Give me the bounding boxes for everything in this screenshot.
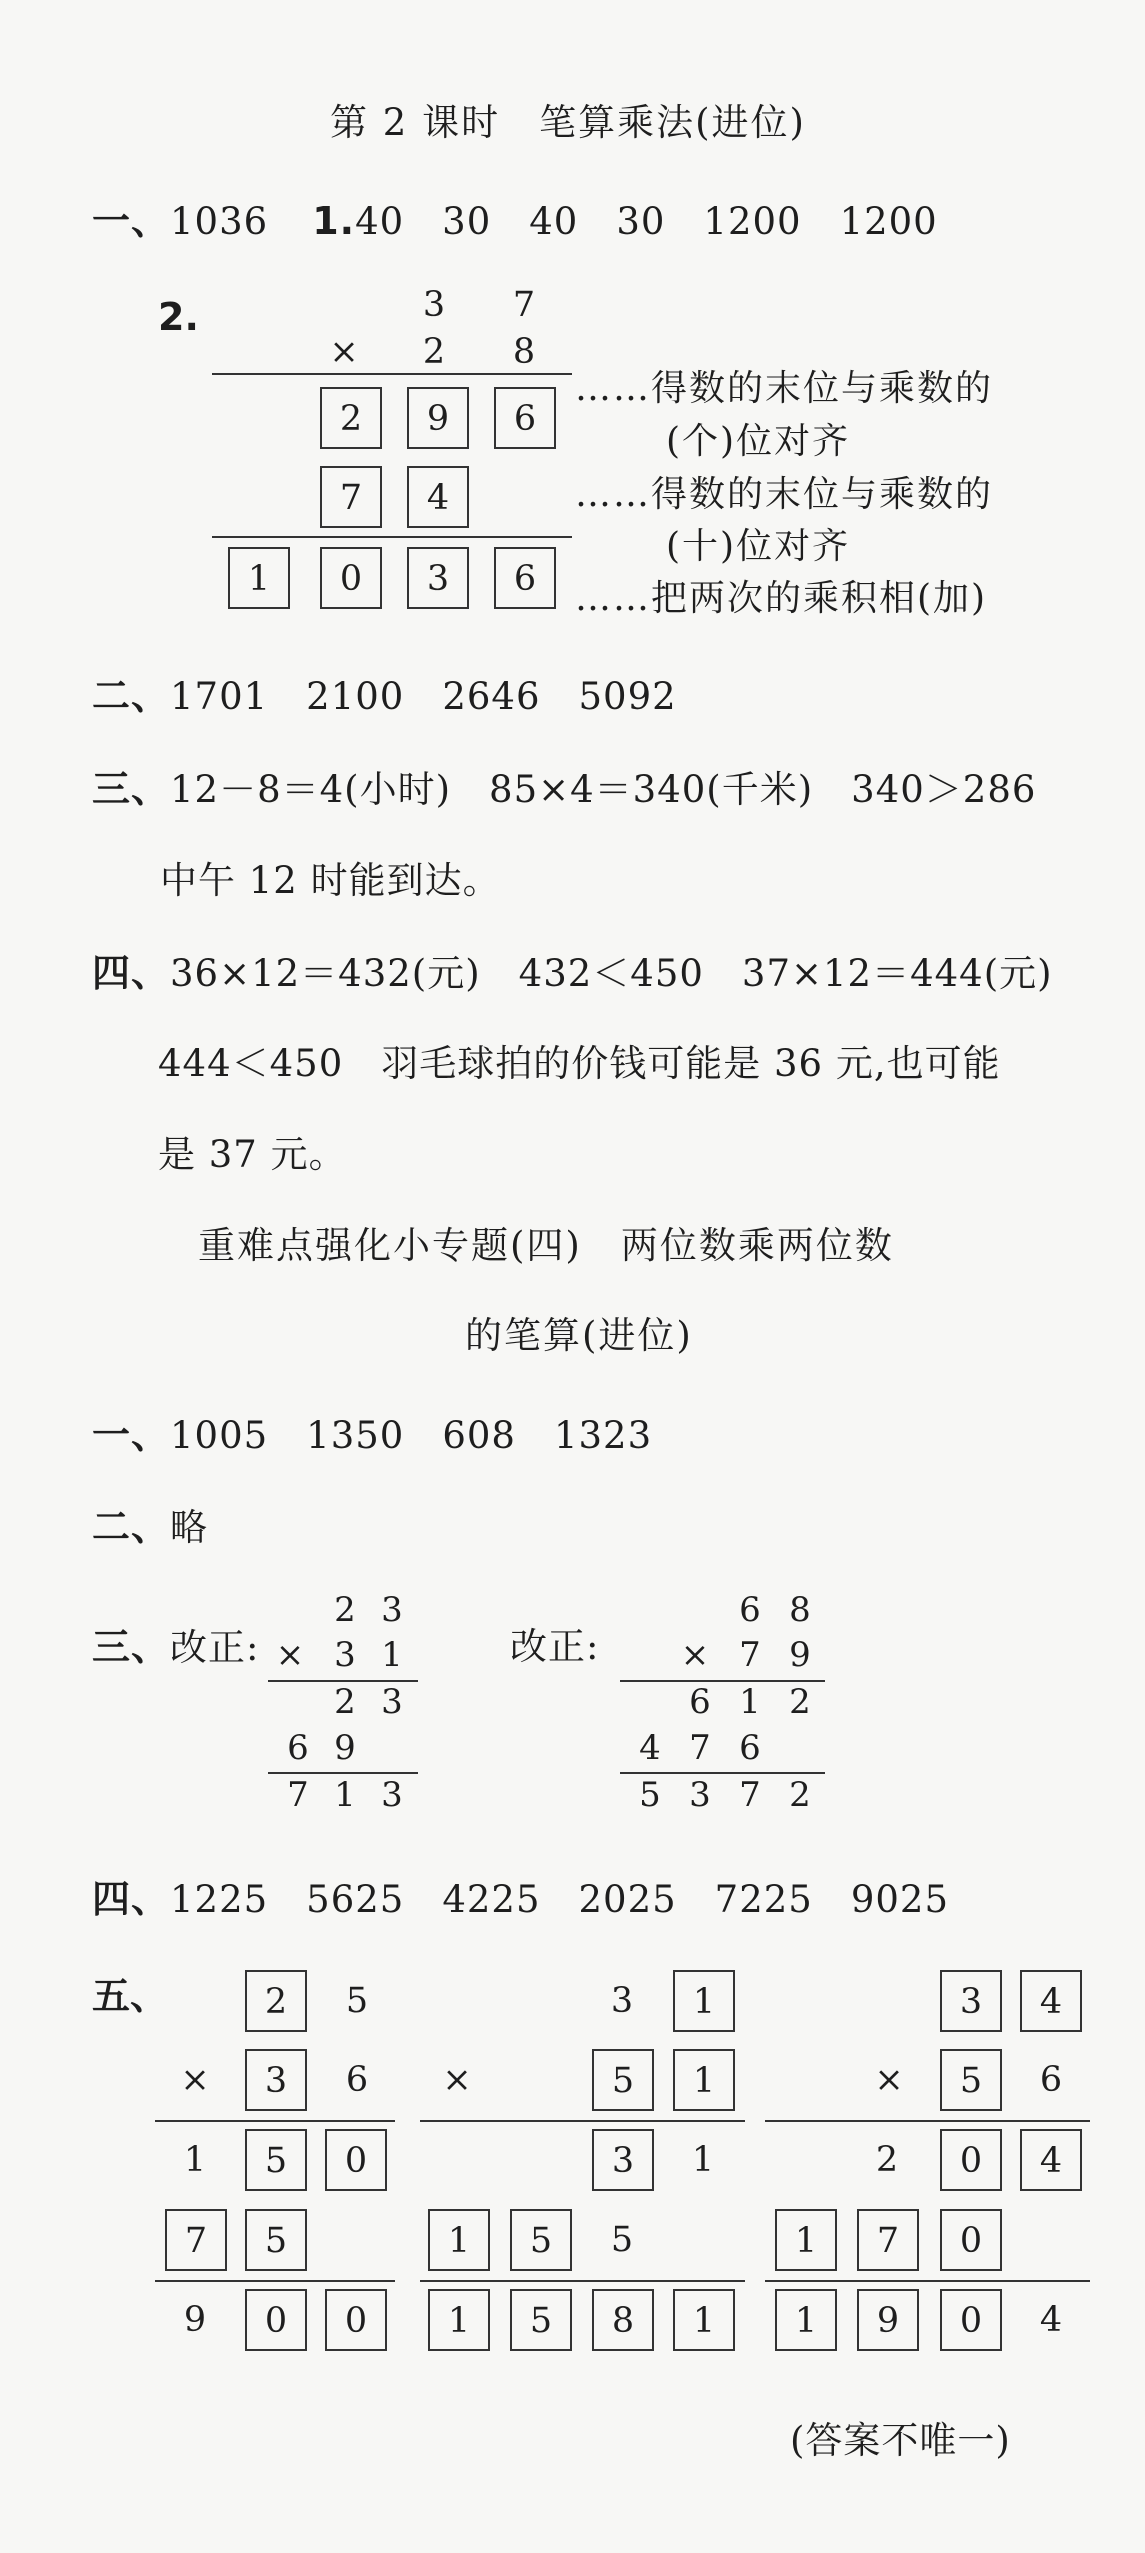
subtitle-2: 的笔算(进位) [465, 1314, 693, 1357]
digit: 2 [875, 2140, 899, 2180]
digit: 5 [610, 2220, 634, 2260]
answer-box: 1 [775, 2289, 837, 2351]
row-digit: 3 [381, 1682, 403, 1722]
p2-sec3-line [92, 1616, 259, 1671]
answer-box: 1 [228, 547, 290, 609]
rule [765, 2280, 1090, 2282]
p2-sec4-text: 1225 5625 4225 2025 7225 9025 [170, 1878, 949, 1921]
row-digit: 7 [689, 1728, 711, 1768]
answer-box: 5 [245, 2209, 307, 2271]
row-digit: 6 [689, 1682, 711, 1722]
answer-box: 3 [245, 2049, 307, 2111]
digit: 6 [345, 2060, 369, 2100]
answer-box: 0 [940, 2129, 1002, 2191]
p2-sec2-label: 二、 [92, 1505, 171, 1549]
top-digit: 8 [789, 1590, 811, 1630]
sec2-label: 二、 [92, 674, 171, 718]
top-digit: 3 [381, 1590, 403, 1630]
sec2-text: 1701 2100 2646 5092 [170, 675, 677, 718]
answer-box: 5 [592, 2049, 654, 2111]
sec3-text1: 12－8＝4(小时) 85×4＝340(千米) 340＞286 [170, 768, 1037, 811]
answer-box: 4 [1020, 2129, 1082, 2191]
times-sign: × [180, 2060, 210, 2100]
row-digit: 4 [639, 1728, 661, 1768]
times-sign: × [680, 1635, 710, 1675]
digit: 9 [183, 2300, 207, 2340]
p2-sec1-label: 一、 [92, 1413, 171, 1457]
rule [420, 2120, 745, 2122]
result-digit: 7 [287, 1775, 309, 1815]
sec4-text2: 444＜450 羽毛球拍的价钱可能是 36 元,也可能 [158, 1042, 1001, 1085]
answer-box: 0 [940, 2209, 1002, 2271]
p2-sec1-text: 1005 1350 608 1323 [170, 1414, 653, 1457]
top-digit: 6 [739, 1590, 761, 1630]
mult-digit: 1 [381, 1635, 403, 1675]
answer-box: 7 [320, 466, 382, 528]
sec4-label: 四、 [92, 951, 171, 995]
p2-sec2-line [92, 1496, 208, 1551]
answer-box: 9 [407, 387, 469, 449]
answer-box: 1 [673, 1970, 735, 2032]
answer-box: 0 [940, 2289, 1002, 2351]
answer-box: 9 [857, 2289, 919, 2351]
times-sign: × [275, 1635, 305, 1675]
mult-digit: 7 [739, 1635, 761, 1675]
answer-box: 0 [320, 547, 382, 609]
p2-sec4-line [92, 1868, 949, 1923]
answer-box: 2 [320, 387, 382, 449]
result-digit: 3 [689, 1775, 711, 1815]
answer-box: 5 [940, 2049, 1002, 2111]
answer-box: 5 [510, 2289, 572, 2351]
answer-box: 8 [592, 2289, 654, 2351]
answer-box: 5 [510, 2209, 572, 2271]
rule [620, 1772, 825, 1774]
answer-box: 3 [407, 547, 469, 609]
rule [268, 1772, 418, 1774]
sec1-line [92, 190, 938, 245]
sec1-label: 一、 [92, 199, 171, 243]
rule [155, 2120, 395, 2122]
subtitle-1: 重难点强化小专题(四) 两位数乘两位数 [198, 1224, 894, 1267]
row-digit: 6 [287, 1728, 309, 1768]
sec1-num1: 1. [312, 199, 356, 243]
answer-box: 4 [1020, 1970, 1082, 2032]
answer-box: 6 [494, 387, 556, 449]
note-3: ……把两次的乘积相(加) [575, 578, 988, 619]
mult-digit: 2 [422, 332, 446, 372]
rule [420, 2280, 745, 2282]
answer-box: 0 [245, 2289, 307, 2351]
sec1-num2: 2. [158, 295, 199, 339]
times-sign: × [874, 2060, 904, 2100]
note-2a: ……得数的末位与乘数的 [575, 474, 994, 515]
sec1-text1: 1036 [170, 200, 269, 243]
mult-digit: 3 [334, 1635, 356, 1675]
answer-note: (答案不唯一) [790, 2419, 1011, 2462]
note-2b: (十)位对齐 [666, 526, 851, 567]
answer-box: 7 [165, 2209, 227, 2271]
result-digit: 5 [639, 1775, 661, 1815]
top-digit: 7 [512, 285, 536, 325]
answer-box: 1 [673, 2289, 735, 2351]
digit: 1 [183, 2140, 207, 2180]
answer-box: 3 [592, 2129, 654, 2191]
digit: 5 [345, 1981, 369, 2021]
answer-box: 2 [245, 1970, 307, 2032]
times-sign: × [442, 2060, 472, 2100]
p2-sec3-fix: 改正: [170, 1626, 260, 1669]
rule [212, 373, 572, 375]
p2-sec5-label: 五、 [92, 1974, 169, 2018]
row-digit: 1 [739, 1682, 761, 1722]
answer-box: 1 [775, 2209, 837, 2271]
note-1a: ……得数的末位与乘数的 [575, 368, 994, 409]
row-digit: 9 [334, 1728, 356, 1768]
note-1b: (个)位对齐 [666, 421, 851, 462]
result-digit: 3 [381, 1775, 403, 1815]
p2-sec4-label: 四、 [92, 1877, 171, 1921]
mult-digit: 8 [512, 332, 536, 372]
answer-box: 0 [325, 2289, 387, 2351]
answer-box: 1 [673, 2049, 735, 2111]
sec4-text1: 36×12＝432(元) 432＜450 37×12＝444(元) [170, 952, 1053, 995]
top-digit: 2 [334, 1590, 356, 1630]
digit: 4 [1039, 2300, 1063, 2340]
answer-box: 7 [857, 2209, 919, 2271]
p2-sec3-fix2: 改正: [510, 1625, 600, 1668]
mult-digit: 9 [789, 1635, 811, 1675]
result-digit: 7 [739, 1775, 761, 1815]
sec2-line [92, 665, 677, 720]
sec3-text2: 中午 12 时能到达。 [160, 859, 501, 902]
digit: 3 [610, 1981, 634, 2021]
sec1-text2: 40 30 40 30 1200 1200 [355, 200, 938, 243]
p2-sec3-label: 三、 [92, 1625, 171, 1669]
rule [155, 2280, 395, 2282]
rule [212, 536, 572, 538]
result-digit: 2 [789, 1775, 811, 1815]
answer-box: 1 [428, 2289, 490, 2351]
answer-box: 3 [940, 1970, 1002, 2032]
row-digit: 2 [334, 1682, 356, 1722]
answer-box: 1 [428, 2209, 490, 2271]
digit: 6 [1039, 2060, 1063, 2100]
answer-box: 5 [245, 2129, 307, 2191]
sec4-line [92, 942, 1053, 997]
p2-sec1-line [92, 1404, 652, 1459]
row-digit: 2 [789, 1682, 811, 1722]
top-digit: 3 [422, 285, 446, 325]
p2-sec2-text: 略 [170, 1506, 209, 1549]
sec3-label: 三、 [92, 767, 171, 811]
answer-box: 6 [494, 547, 556, 609]
rule [765, 2120, 1090, 2122]
answer-box: 4 [407, 466, 469, 528]
sec4-text3: 是 37 元。 [158, 1133, 347, 1176]
lesson-title: 第 2 课时 笔算乘法(进位) [330, 101, 806, 144]
row-digit: 6 [739, 1728, 761, 1768]
times-sign: × [329, 332, 359, 372]
result-digit: 1 [334, 1775, 356, 1815]
answer-box: 0 [325, 2129, 387, 2191]
sec3-line [92, 758, 1036, 813]
digit: 1 [691, 2140, 715, 2180]
